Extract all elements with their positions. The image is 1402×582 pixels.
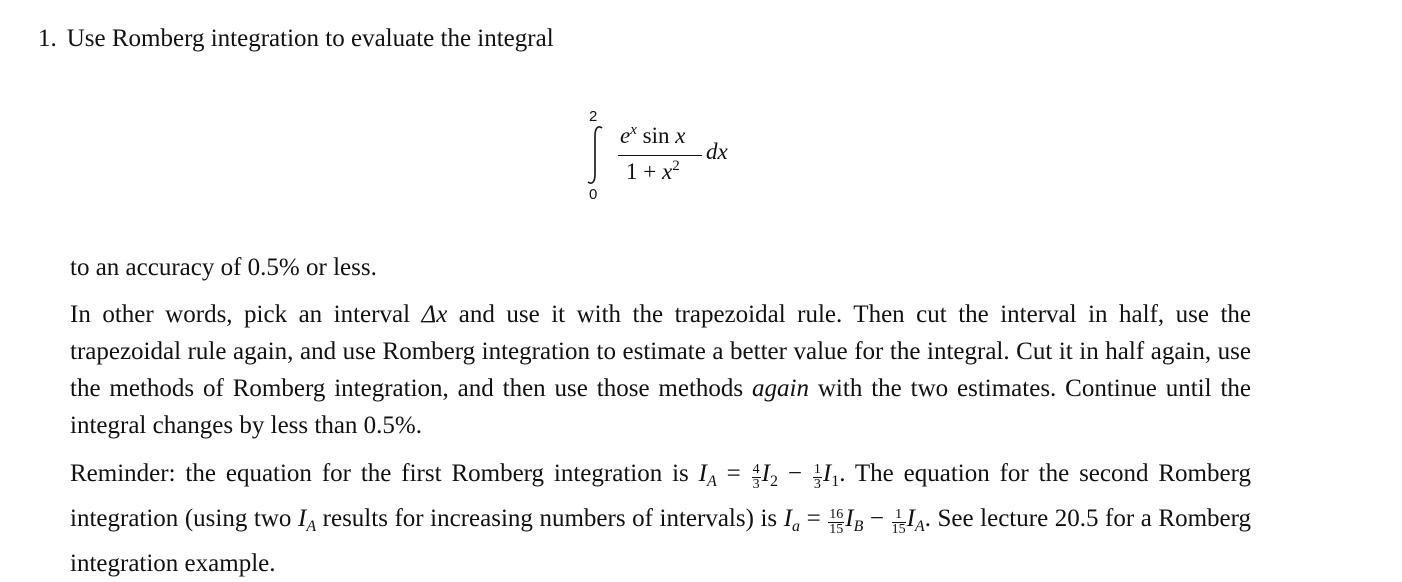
instructions-part-1: In other words, pick an interval [70,301,422,328]
fraction-sixteen-fifteenths [828,508,844,537]
minus-sign: − [777,460,812,487]
symbol-I1-sub: 1 [831,473,840,490]
fraction-bar [618,155,702,156]
frac-numerator: 1 [892,508,906,523]
frac-numerator: 4 [752,462,760,477]
symbol-IA-sub: A [306,518,317,535]
frac-numerator: 16 [829,507,844,522]
minus-sign: − [863,505,891,532]
reminder-part-4: . See lecture 20.5 for a Romberg integration example. [70,505,1251,577]
problem-heading-text: Use Romberg integration to evaluate the integral [66,25,554,52]
fraction-one-third [813,463,822,492]
fraction-four-thirds [752,463,761,492]
symbol-I2-sub: 2 [769,473,778,490]
frac-denominator: 3 [752,477,760,492]
numerator-var: x [675,123,686,148]
integral-sign-icon [584,124,606,186]
differential: dx [706,139,728,164]
denominator-exponent: 2 [672,158,680,174]
integral-lower-limit: 0 [589,186,598,203]
numerator-base: e [620,123,631,148]
symbol-IA-sub: A [914,518,925,535]
symbol-IA: I [906,505,915,532]
reminder-part-3: results for increasing numbers of intervals) is [316,505,784,532]
fraction-one-fifteenth [892,508,906,537]
symbol-IB-sub: B [853,518,864,535]
frac-denominator: 15 [891,522,906,537]
delta-x: Δx [421,301,448,328]
problem-heading [38,22,554,56]
numerator-exponent: x [630,122,637,138]
integral-expression [580,100,760,210]
integrand-denominator [626,158,680,185]
reminder-part-2: . The equation for the second Romberg integration (using two [70,460,1251,532]
reminder-paragraph [70,455,1251,582]
instructions-part-2: and use it with the trapezoidal rule. Then cut the interval in half, use the trapezoidal rule again, and use Romberg integration to estimate a better value for the integral. Cut it in half again, use the methods of Romberg integration, and then use those methods [70,301,1252,402]
integral-upper-limit: 2 [589,108,598,125]
frac-numerator: 1 [813,462,821,477]
symbol-IA: I [698,460,707,487]
equals-sign: = [716,460,751,487]
symbol-I1: I [822,460,832,487]
symbol-IB: I [845,505,854,532]
reminder-part-1: Reminder: the equation for the first Romberg integration is [70,460,699,487]
emphasis-again: again [752,375,809,402]
instructions-paragraph [70,296,1251,444]
problem-number: 1. [38,25,57,52]
symbol-I2: I [761,460,770,487]
symbol-Ia: I [783,505,793,532]
instructions-part-3: with the two estimates. Continue until the integral changes by less than 0.5%. [70,375,1251,439]
symbol-IA-sub: A [707,473,717,490]
symbol-Ia-sub: a [792,518,801,535]
denominator-one: 1 + [626,159,662,184]
frac-denominator: 15 [829,522,844,537]
symbol-IA: I [297,505,307,532]
accuracy-text: to an accuracy of 0.5% or less. [70,254,377,281]
integrand-numerator [620,122,685,149]
numerator-func: sin [642,123,670,148]
frac-denominator: 3 [813,477,821,492]
denominator-var: x [661,159,673,184]
equals-sign: = [800,505,828,532]
